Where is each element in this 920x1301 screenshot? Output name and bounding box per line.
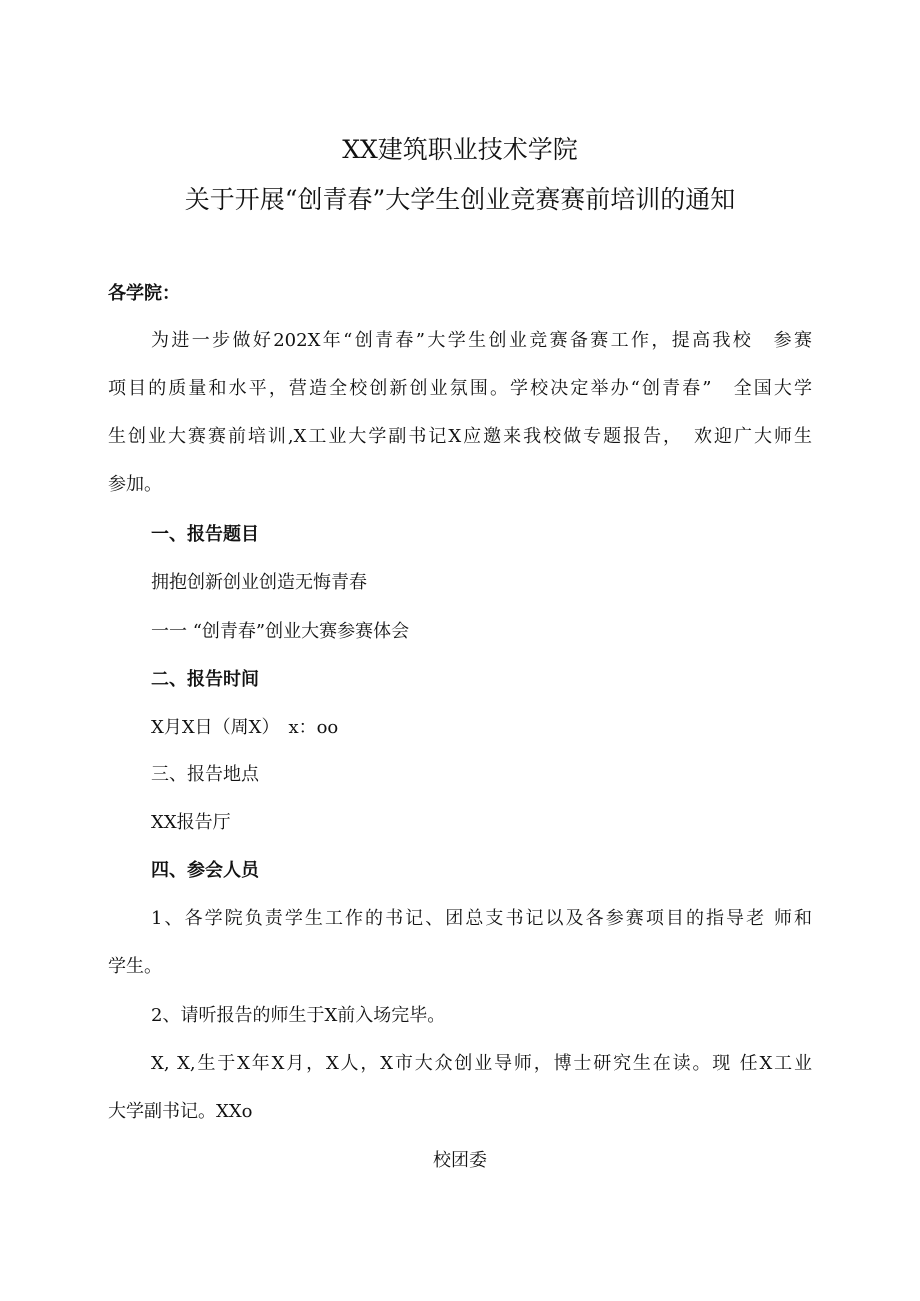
report-topic: 拥抱创新创业创造无悔青春	[151, 572, 367, 593]
document-title-institution: XX建筑职业技术学院	[342, 135, 578, 164]
section-1-heading: 一、报告题目	[151, 524, 259, 545]
attendees-item-1-line-2: 学生。	[108, 956, 162, 977]
section-4-heading: 四、参会人员	[151, 860, 259, 881]
attendees-item-2: 2、请听报告的师生于X前入场完毕。	[151, 1005, 446, 1026]
report-location: XX报告厅	[151, 812, 231, 833]
speaker-bio-line-1: X, X,生于X年X月，X人，X市大众创业导师，博士研究生在读。现 任X工业	[151, 1053, 812, 1074]
intro-line-4: 参加。	[108, 474, 162, 495]
attendees-item-1-line-1: 1、各学院负责学生工作的书记、团总支书记以及各参赛项目的指导老 师和	[151, 908, 812, 929]
speaker-bio-line-2: 大学副书记。XXo	[108, 1101, 253, 1122]
intro-line-3: 生创业大赛赛前培训,X工业大学副书记X应邀来我校做专题报告， 欢迎广大师生	[108, 426, 812, 447]
signature: 校团委	[433, 1150, 487, 1171]
section-3-heading: 三、报告地点	[151, 764, 259, 785]
report-time: X月X日（周X） x：oo	[151, 717, 339, 738]
report-subtopic: 一一 “创青春”创业大赛参赛体会	[151, 621, 410, 642]
document-title-notice: 关于开展“创青春”大学生创业竞赛赛前培训的通知	[184, 185, 736, 214]
section-2-heading: 二、报告时间	[151, 669, 259, 690]
intro-line-2: 项目的质量和水平，营造全校创新创业氛围。学校决定举办“创青春” 全国大学	[108, 378, 812, 399]
intro-line-1: 为进一步做好202X年“创青春”大学生创业竞赛备赛工作，提高我校 参赛	[151, 330, 812, 351]
salutation: 各学院：	[108, 283, 180, 304]
